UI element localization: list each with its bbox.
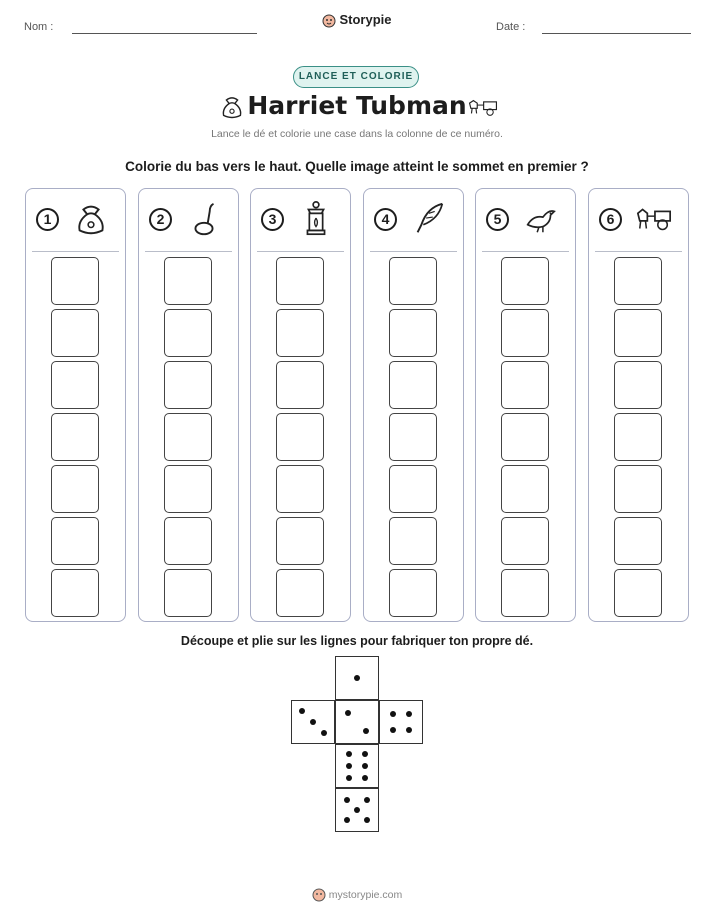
column-divider: [595, 251, 682, 252]
brand-logo: [0, 12, 714, 28]
die-pip: [299, 708, 305, 714]
column-1: [25, 188, 126, 622]
die-pip: [321, 730, 327, 736]
color-box[interactable]: [164, 413, 212, 461]
die-instruction: Découpe et plie sur les lignes pour fabriquer ton propre dé.: [180, 634, 534, 648]
color-box[interactable]: [389, 257, 437, 305]
color-box[interactable]: [614, 569, 662, 617]
column-divider: [145, 251, 232, 252]
die-pip: [362, 751, 368, 757]
color-box[interactable]: [276, 257, 324, 305]
color-box[interactable]: [51, 309, 99, 357]
die-face-5: [335, 788, 379, 832]
color-box[interactable]: [164, 465, 212, 513]
column-2: [138, 188, 239, 622]
color-box[interactable]: [51, 413, 99, 461]
column-divider: [370, 251, 457, 252]
date-line[interactable]: [542, 33, 691, 34]
bird-icon: [522, 200, 560, 238]
column-divider: [32, 251, 119, 252]
die-pip: [362, 763, 368, 769]
color-box[interactable]: [614, 413, 662, 461]
color-box[interactable]: [501, 257, 549, 305]
column-number: 6: [599, 208, 622, 231]
column-header: [589, 189, 688, 249]
die-pip: [345, 710, 351, 716]
color-box[interactable]: [276, 517, 324, 565]
color-box[interactable]: [501, 413, 549, 461]
die-pip: [344, 797, 350, 803]
footer: [0, 888, 714, 902]
die-pip: [310, 719, 316, 725]
die-pip: [390, 711, 396, 717]
name-line[interactable]: [72, 33, 257, 34]
color-box[interactable]: [501, 361, 549, 409]
die-pip: [406, 711, 412, 717]
die-face-3: [291, 700, 335, 744]
column-divider: [482, 251, 569, 252]
color-box[interactable]: [51, 465, 99, 513]
die-pip: [364, 817, 370, 823]
column-number: 2: [149, 208, 172, 231]
column-6: [588, 188, 689, 622]
instruction-text: Colorie du bas vers le haut. Quelle image atteint le sommet en premier ?: [125, 159, 589, 174]
color-box[interactable]: [51, 517, 99, 565]
die-pip: [390, 727, 396, 733]
color-box[interactable]: [389, 361, 437, 409]
storypie-mascot-icon: [322, 14, 336, 28]
die-face-1: [335, 656, 379, 700]
die-face-6: [335, 744, 379, 788]
die-pip: [346, 751, 352, 757]
color-box[interactable]: [276, 569, 324, 617]
horse-cart-icon: [467, 96, 499, 118]
color-box[interactable]: [276, 361, 324, 409]
die-pip: [346, 775, 352, 781]
name-label: Nom :: [24, 21, 54, 33]
column-5: [475, 188, 576, 622]
die-pip: [364, 797, 370, 803]
column-header: [364, 189, 463, 249]
color-box[interactable]: [276, 309, 324, 357]
column-header: [26, 189, 125, 249]
color-box[interactable]: [614, 309, 662, 357]
color-box[interactable]: [51, 361, 99, 409]
color-box[interactable]: [164, 309, 212, 357]
die-pip: [354, 675, 360, 681]
column-header: [139, 189, 238, 249]
color-box[interactable]: [164, 517, 212, 565]
color-box[interactable]: [501, 309, 549, 357]
color-box[interactable]: [614, 361, 662, 409]
color-box[interactable]: [389, 569, 437, 617]
column-divider: [257, 251, 344, 252]
color-box[interactable]: [614, 257, 662, 305]
page-title: Harriet Tubman: [247, 91, 467, 120]
color-box[interactable]: [276, 465, 324, 513]
lantern-icon: [297, 200, 335, 238]
brand-name: Storypie: [339, 12, 392, 27]
color-box[interactable]: [164, 569, 212, 617]
column-header: [476, 189, 575, 249]
die-pip: [346, 763, 352, 769]
activity-badge: LANCE ET COLORIE: [293, 66, 419, 88]
color-box[interactable]: [389, 413, 437, 461]
color-box[interactable]: [51, 569, 99, 617]
footer-url[interactable]: mystorypie.com: [328, 888, 403, 901]
color-box[interactable]: [164, 257, 212, 305]
horse-cart-icon: [635, 200, 673, 238]
page-subtitle: Lance le dé et colorie une case dans la colonne de ce numéro.: [211, 128, 503, 140]
color-box[interactable]: [276, 413, 324, 461]
quill-feather-icon: [410, 200, 448, 238]
color-box[interactable]: [501, 569, 549, 617]
column-number: 4: [374, 208, 397, 231]
column-number: 5: [486, 208, 509, 231]
color-box[interactable]: [51, 257, 99, 305]
color-box[interactable]: [389, 309, 437, 357]
color-box[interactable]: [501, 465, 549, 513]
money-bag-icon: [72, 200, 110, 238]
storypie-mascot-icon: [312, 888, 326, 902]
color-box[interactable]: [614, 517, 662, 565]
die-face-2: [335, 700, 379, 744]
die-pip: [363, 728, 369, 734]
column-header: [251, 189, 350, 249]
color-box[interactable]: [614, 465, 662, 513]
die-face-4: [379, 700, 423, 744]
date-label: Date :: [496, 21, 526, 33]
color-box[interactable]: [389, 517, 437, 565]
color-box[interactable]: [164, 361, 212, 409]
ladle-icon: [185, 200, 223, 238]
column-number: 3: [261, 208, 284, 231]
die-pip: [362, 775, 368, 781]
die-pip: [344, 817, 350, 823]
column-number: 1: [36, 208, 59, 231]
column-3: [250, 188, 351, 622]
die-pip: [354, 807, 360, 813]
color-box[interactable]: [389, 465, 437, 513]
color-box[interactable]: [501, 517, 549, 565]
column-4: [363, 188, 464, 622]
die-pip: [406, 727, 412, 733]
